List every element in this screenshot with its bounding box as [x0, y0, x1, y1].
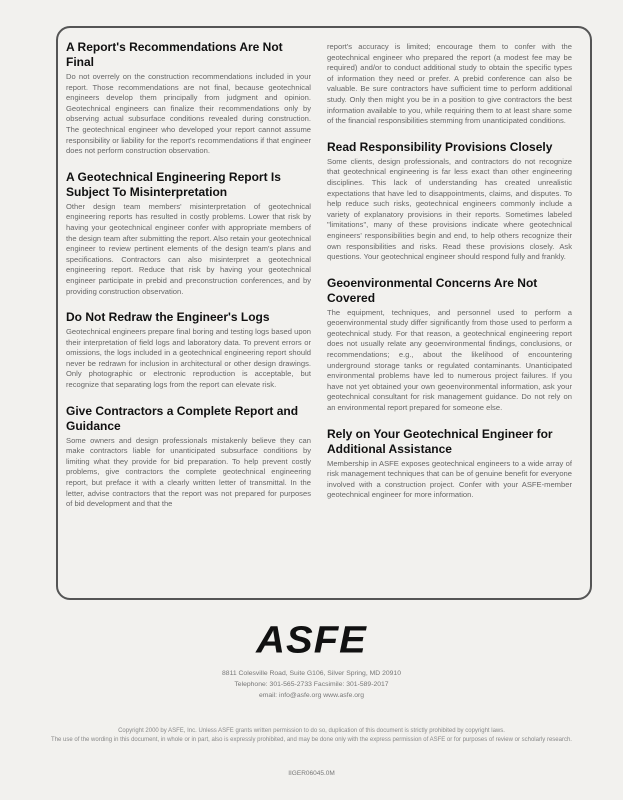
section-body: Do not overrely on the construction recommendations included in your report. Those recommendations are not final, because geotechnical engineers develop them principally from judgment and opinion. Geotechnical engineers can finalize their recommendations only by observing actual subsurface conditions revealed during construction. The geotechnical engineer who developed your report cannot assume responsibility or liability for the report's recommendations if that engineer does not perform construction observation.	[66, 72, 311, 156]
section-logs	[66, 310, 311, 391]
section-title: A Geotechnical Engineering Report Is Subject To Misinterpretation	[66, 169, 281, 199]
address-line: 8811 Colesville Road, Suite G106, Silver Spring, MD 20910	[222, 670, 401, 677]
section-body: Some owners and design professionals mistakenly believe they can make contractors liable for unanticipated subsurface conditions by limiting what they provide for bid preparation. To help prevent costly problems, give contractors the complete geotechnical engineering report, but preface it with a clearly written letter of transmittal. In the letter, advise contractors that the report was not prepared for purposes of bid development and that the	[66, 435, 311, 509]
asfe-logo: ASFE	[256, 619, 367, 661]
section-title: Give Contractors a Complete Report and Guidance	[66, 403, 299, 433]
document-code: IIGER06045.0M	[288, 770, 335, 777]
section-continued	[327, 42, 572, 127]
section-assistance	[327, 427, 572, 501]
section-body: Some clients, design professionals, and contractors do not recognize that geotechnical engineering is far less exact than other engineering disciplines. This lack of understanding has created unrealistic expectations that have led to disappointments, claims, and disputes. To help reduce such risks, geotechnical engineers commonly include a variety of explanatory provisions in their reports. Sometimes labeled "limitations", many of these provisions indicate where geotechnical engineers' responsibilities begin and end, to help others recognize their own responsibilities and risks. Read these provisions closely. Ask questions. Your geotechnical engineer should respond fully and frankly.	[327, 156, 572, 262]
section-title: Read Responsibility Provisions Closely	[327, 139, 553, 154]
right-column	[327, 42, 572, 514]
address-block	[0, 668, 623, 701]
section-title: Do Not Redraw the Engineer's Logs	[66, 310, 270, 325]
section-body: Geotechnical engineers prepare final boring and testing logs based upon their interpretation of field logs and laboratory data. To prevent errors or omissions, the logs included in a geotechnical engineering report should never be redrawn for inclusion in architectural or other design drawings. Only photographic or electronic reproduction is acceptable, but recognize that separating logs from the report can elevate risk.	[66, 327, 311, 390]
section-title: Geoenvironmental Concerns Are Not Covered	[327, 275, 538, 305]
section-geoenvironmental	[327, 276, 572, 414]
section-recommendations	[66, 40, 311, 157]
section-misinterpretation	[66, 170, 311, 297]
section-title: A Report's Recommendations Are Not Final	[66, 40, 283, 69]
section-body: report's accuracy is limited; encourage them to confer with the geotechnical engineer who prepared the report (a modest fee may be required) and/or to conduct additional study to obtain the specific types of information they need or prefer. A prebid conference can also be valuable. Be sure contractors have sufficient time to perform additional study. Only then might you be in a position to give contractors the best information available to you, while requiring them to at least share some of the financial responsibilities stemming from unanticipated conditions.	[327, 42, 572, 126]
copyright-line: Copyright 2000 by ASFE, Inc. Unless ASFE grants written permission to do so, duplication of this document is strictly prohibited by copyright laws.	[118, 728, 505, 734]
section-body: Other design team members' misinterpretation of geotechnical engineering reports has resulted in costly problems. Lower that risk by having your geotechnical engineer confer with appropriate members of the design team after submitting the report. Also retain your geotechnical engineer to review pertinent elements of the design team's plans and specifications. Contractors can also misinterpret a geotechnical engineering report. Reduce that risk by having your geotechnical engineer participate in prebid and preconstruction conferences, and by providing construction observation.	[66, 201, 311, 296]
copyright-line: The use of the wording in this document, in whole or in part, also is expressly prohibited, and may be done only with the express permission of ASFE or for purposes of review or scholarly research.	[51, 737, 572, 743]
section-body: Membership in ASFE exposes geotechnical engineers to a wide array of risk management techniques that can be of genuine benefit for everyone involved with a construction project. Confer with your ASFE-member geotechnical engineer for more information.	[327, 458, 572, 500]
phone-line: Telephone: 301-565-2733 Facsimile: 301-589-2017	[234, 681, 389, 688]
web-line: email: info@asfe.org www.asfe.org	[258, 692, 365, 699]
section-responsibility	[327, 140, 572, 263]
section-contractors	[66, 404, 311, 510]
section-body: The equipment, techniques, and personnel used to perform a geoenvironmental study differ significantly from those used to perform a geotechnical study. For that reason, a geotechnical engineering report does not usually relate any geoenvironmental findings, conclusions, or recommendations; e.g., about the likelihood of encountering underground storage tanks or regulated contaminants. Unanticipated environmental problems have led to numerous project failures. If you have not yet obtained your own geoenvironmental information, ask your geotechnical consultant for risk management guidance. Do not rely on an environmental report prepared for someone else.	[327, 307, 572, 413]
left-column	[66, 40, 311, 523]
copyright-block	[40, 727, 583, 745]
section-title: Rely on Your Geotechnical Engineer for Additional Assistance	[327, 426, 553, 456]
